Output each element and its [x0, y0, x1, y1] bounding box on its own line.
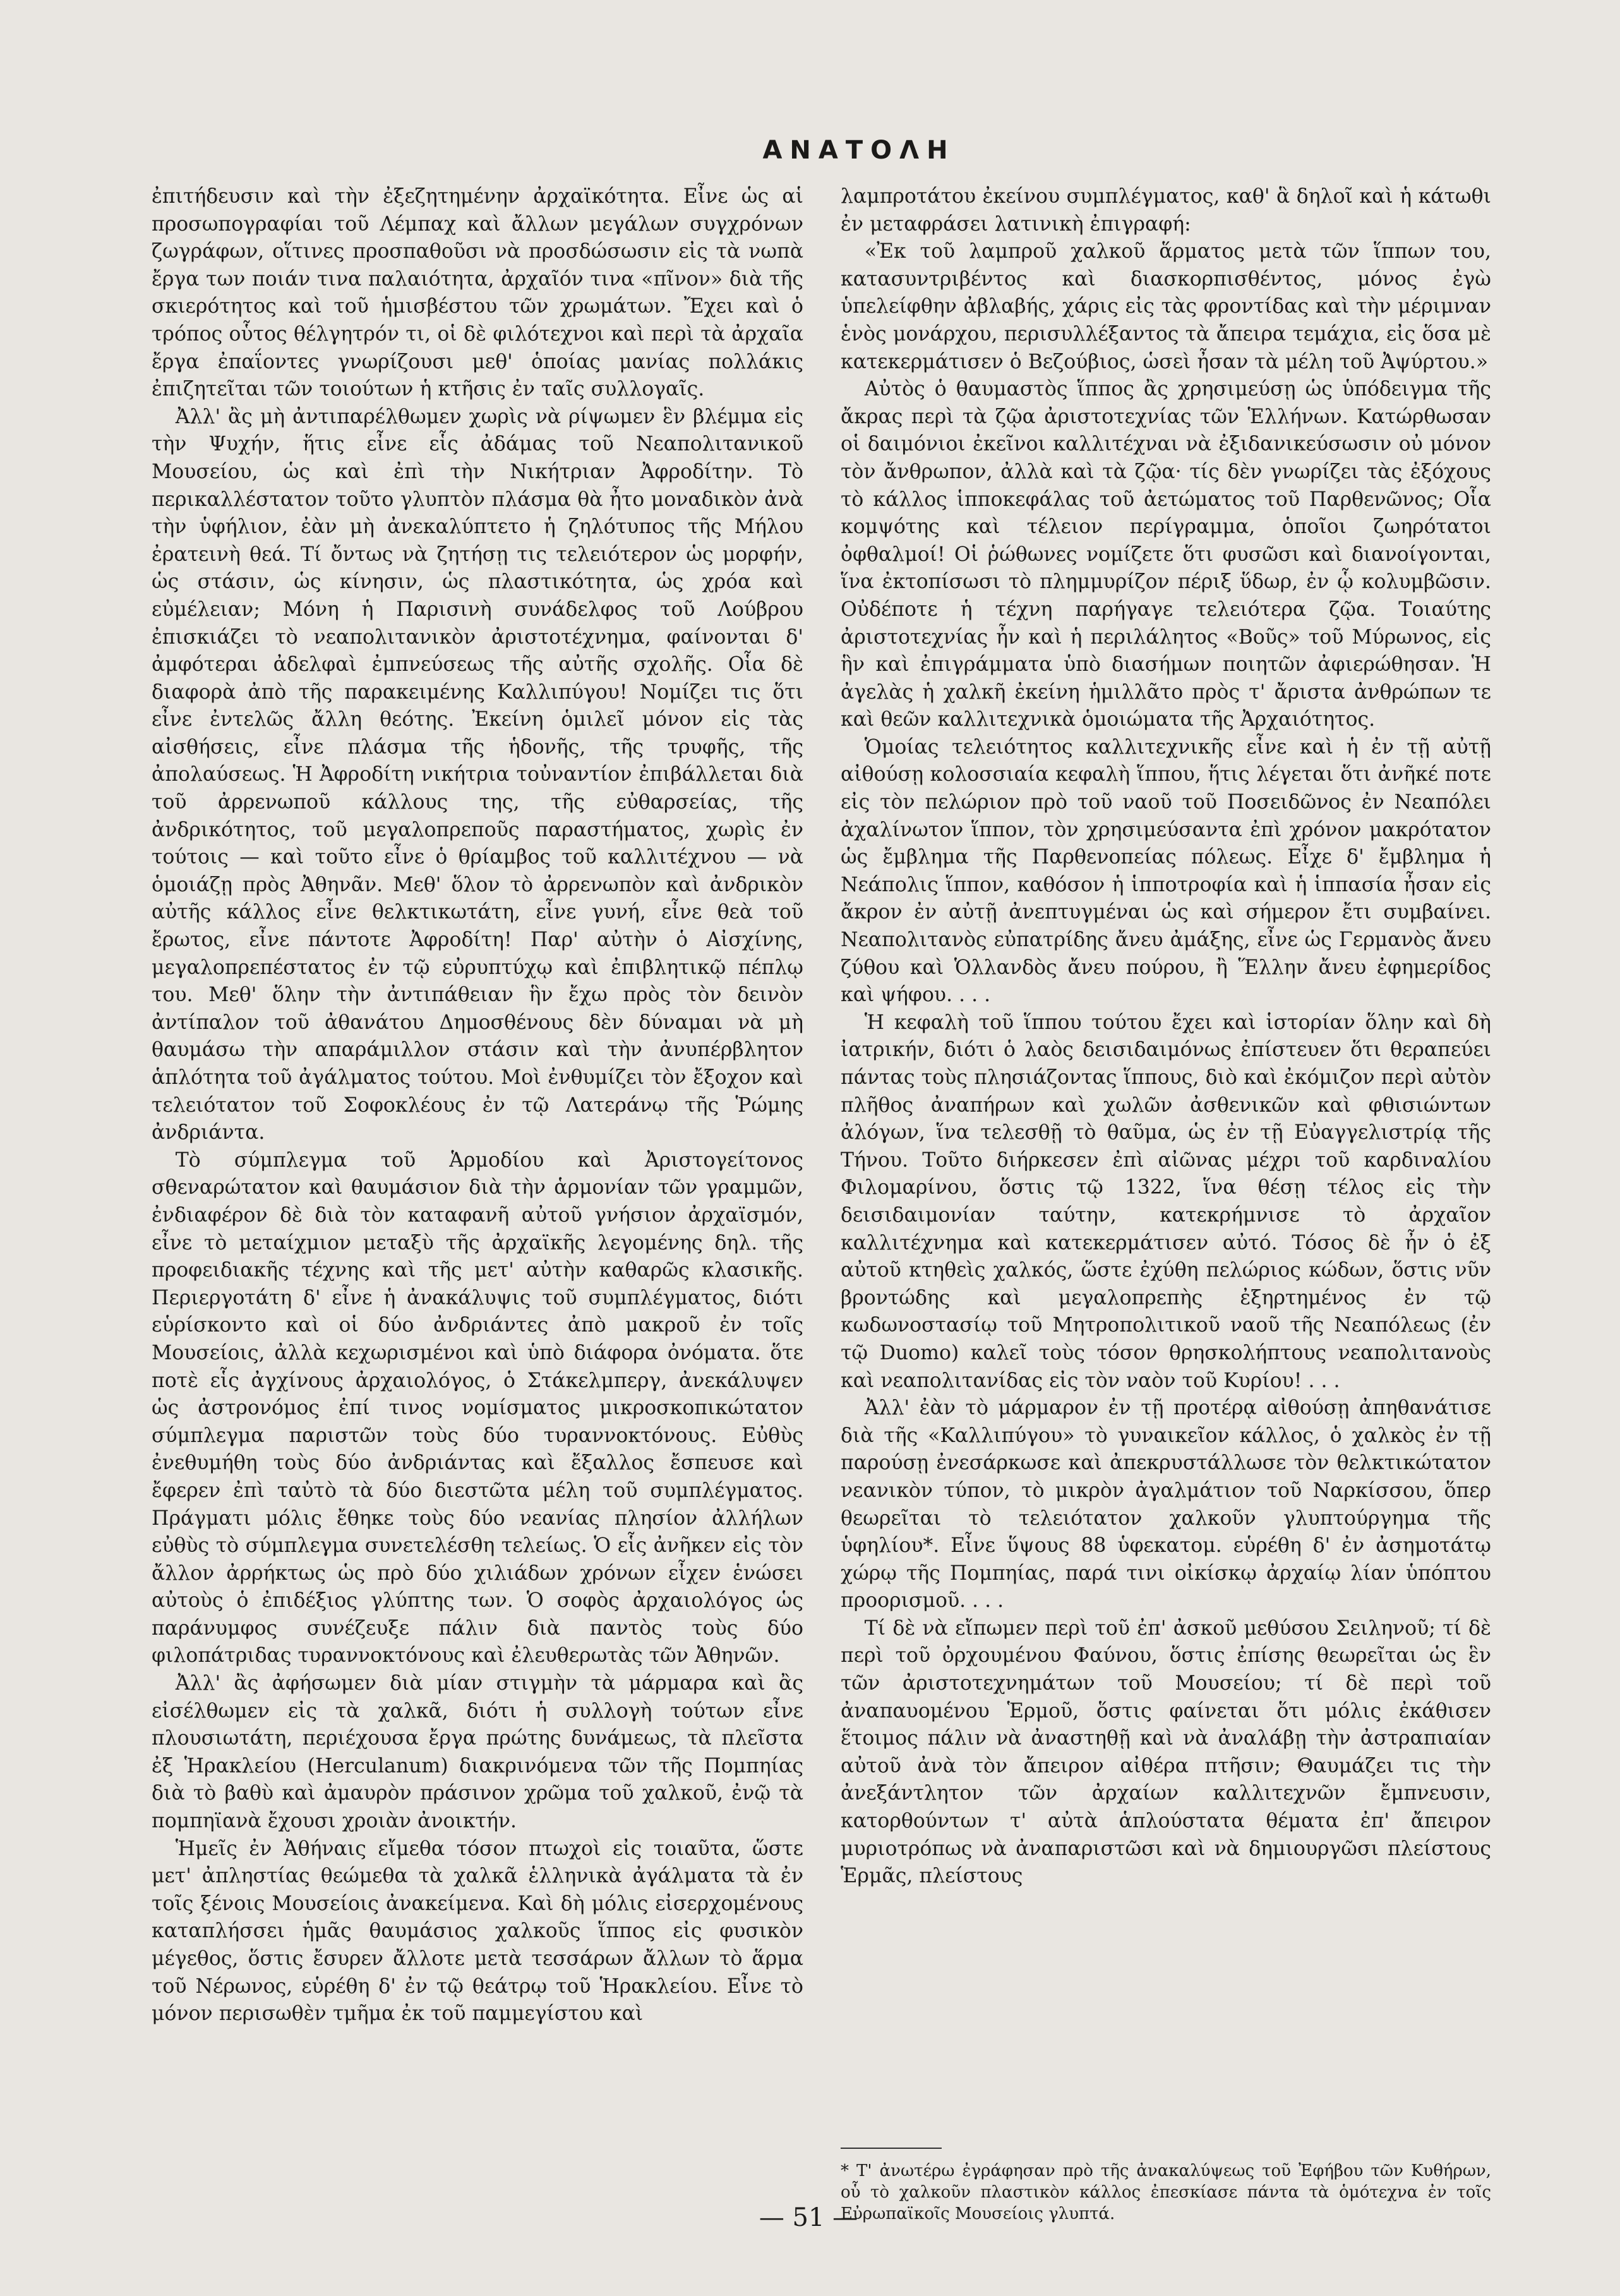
paragraph: Ἀλλ' ἂς μὴ ἀντιπαρέλθωμεν χωρὶς νὰ ρίψωμεν ἓν βλέμμα εἰς τὴν Ψυχήν, ἥτις εἶνε εἷς ἀδάμας τοῦ Νεαπολιτανικοῦ Μουσείου, ὡς καὶ ἐπὶ τὴν Νικήτριαν Ἀφροδίτην. Τὸ περικαλλέστατον τοῦτο γλυπτὸν πλάσμα θὰ ἦτο μοναδικὸν ἀνὰ τὴν ὑφήλιον, ἐὰν μὴ ἀνεκαλύπτετο ἡ ζηλότυπος τῆς Μήλου ἐρατεινὴ θεά. Τί ὄντως νὰ ζητήσῃ τις τελειότερον ὡς μορφήν, ὡς στάσιν, ὡς κίνησιν, ὡς πλαστικότητα, ὡς χρόα καὶ εὐμέλειαν; Μόνη ἡ Παρισινὴ συνάδελφος τοῦ Λούβρου ἐπισκιάζει τὸ νεαπολιτανικὸν ἀριστοτέχνημα, φαίνονται δ' ἀμφότεραι ἀδελφαὶ ἐμπνεύσεως τῆς αὐτῆς σχολῆς. Οἷα δὲ διαφορὰ ἀπὸ τῆς παρακειμένης Καλλιπύγου! Νομίζει τις ὅτι εἶνε ἐντελῶς ἄλλη θεότης. Ἐκείνη ὁμιλεῖ μόνον εἰς τὰς αἰσθήσεις, εἶνε πλάσμα τῆς ἡδονῆς, τῆς τρυφῆς, τῆς ἀπολαύσεως. Ἡ Ἀφροδίτη νικήτρια τοὐναντίον ἐπιβάλλεται διὰ τοῦ ἀρρενωποῦ κάλλους της, τῆς εὐθαρσείας, τῆς ἀνδρικότητος, τοῦ μεγαλοπρεποῦς παραστήματος, χωρὶς ἐν τούτοις — καὶ τοῦτο εἶνε ὁ θρίαμβος τοῦ καλλιτέχνου — νὰ ὁμοιάζῃ πρὸς Ἀθηνᾶν. Μεθ' ὅλον τὸ ἀρρενωπὸν καὶ ἀνδρικὸν αὐτῆς κάλλος εἶνε θελκτικωτάτη, εἶνε γυνή, εἶνε θεὰ τοῦ ἔρωτος, εἶνε πάντοτε Ἀφροδίτη! Παρ' αὐτὴν ὁ Αἰσχίνης, μεγαλοπρεπέστατος ἐν τῷ εὐρυπτύχῳ καὶ ἐπιβλητικῷ πέπλῳ του. Μεθ' ὅλην τὴν ἀντιπάθειαν ἣν ἔχω πρὸς τὸν δεινὸν ἀντίπαλον τοῦ ἀθανάτου Δημοσθένους δὲν δύναμαι νὰ μὴ θαυμάσω τὴν απαράμιλλον στάσιν καὶ τὴν ἀνυπέρβλητον ἁπλότητα τοῦ ἀγάλματος τούτου. Μοὶ ἐνθυμίζει τὸν ἔξοχον καὶ τελειότατον τοῦ Σοφοκλέους ἐν τῷ Λατεράνῳ τῆς Ῥώμης ἀνδριάντα.: [152, 405, 803, 1145]
paragraph: Ὁμοίας τελειότητος καλλιτεχνικῆς εἶνε καὶ ἡ ἐν τῇ αὐτῇ αἰθούσῃ κολοσσιαία κεφαλὴ ἵππου, ἥτις λέγεται ὅτι ἀνῆκέ ποτε εἰς τὸν πελώριον πρὸ τοῦ ναοῦ τοῦ Ποσειδῶνος ἐν Νεαπόλει ἀχαλίνωτον ἵππον, τὸν χρησιμεύσαντα ἐπὶ χρόνον μακρότατον ὡς ἔμβλημα τῆς Παρθενοπείας πόλεως. Εἶχε δ' ἔμβλημα ἡ Νεάπολις ἵππον, καθόσον ἡ ἱπποτροφία καὶ ἡ ἱππασία ἦσαν εἰς ἄκρον ἐν αὐτῇ ἀνεπτυγμέναι ὡς καὶ σήμερον ἔτι συμβαίνει. Νεαπολιτανὸς εὐπατρίδης ἄνευ ἀμάξης, εἶνε ὡς Γερμανὸς ἄνευ ζύθου καὶ Ὁλλανδὸς ἄνευ πούρου, ἢ Ἕλλην ἄνευ ἐφημερίδος καὶ ψήφου. . . .: [841, 735, 1491, 1007]
quoted-inscription: «Ἐκ τοῦ λαμπροῦ χαλκοῦ ἅρματος μετὰ τῶν ἵππων του, κατασυντριβέντος καὶ διασκορπισθέντος, μόνος ἐγὼ ὑπελείφθην ἀβλαβής, χάρις εἰς τὰς φροντίδας καὶ τὴν μέριμναν ἑνὸς μονάρχου, περισυλλέξαντος τὰ ἄπειρα τεμάχια, εἰς ὅσα μὲ κατεκερμάτισεν ὁ Βεζούβιος, ὡσεὶ ἦσαν τὰ μέλη τοῦ Ἀψύρτου.»: [841, 240, 1491, 373]
paragraph: Ἡ κεφαλὴ τοῦ ἵππου τούτου ἔχει καὶ ἱστορίαν ὅλην καὶ δὴ ἰατρικήν, διότι ὁ λαὸς δεισιδαιμόνως ἐπίστευεν ὅτι θεραπεύει πάντας τοὺς πλησιάζοντας ἵππους, διὸ καὶ ἐκόμιζον περὶ αὐτὸν πλῆθος ἀναπήρων καὶ χωλῶν ἀσθενικῶν καὶ φθισιώντων ἀλόγων, ἵνα τελεσθῇ τὸ θαῦμα, ὡς ἐν τῇ Εὐαγγελιστρίᾳ τῆς Τήνου. Τοῦτο διήρκεσεν ἐπὶ αἰῶνας μέχρι τοῦ καρδιναλίου Φιλομαρίνου, ὅστις τῷ 1322, ἵνα θέσῃ τέλος εἰς τὴν δεισιδαιμονίαν ταύτην, κατεκρήμνισε τὸ ἀρχαῖον καλλιτέχνημα καὶ κατεκερμάτισεν αὐτό. Τόσος δὲ ἦν ὁ ἐξ αὐτοῦ κτηθεὶς χαλκός, ὥστε ἐχύθη πελώριος κώδων, ὅστις νῦν βροντώδης καὶ μεγαλοπρεπὴς ἐξηρτημένος ἐν τῷ κωδωνοστασίῳ τοῦ Μητροπολιτικοῦ ναοῦ τῆς Νεαπόλεως (ἐν τῷ Duomo) καλεῖ τοὺς τόσον θρησκολήπτους νεαπολιτανοὺς καὶ νεαπολιτανίδας εἰς τὸν ναὸν τοῦ Κυρίου! . . .: [841, 1011, 1491, 1392]
paragraph: Ἀλλ' ἂς ἀφήσωμεν διὰ μίαν στιγμὴν τὰ μάρμαρα καὶ ἂς εἰσέλθωμεν εἰς τὰ χαλκᾶ, διότι ἡ συλλογὴ τούτων εἶνε πλουσιωτάτη, περιέχουσα ἔργα πρώτης δυνάμεως, τὰ πλεῖστα ἐξ Ἡρακλείου (Herculanum) διακρινόμενα τῶν τῆς Πομπηίας διὰ τὸ βαθὺ καὶ ἀμαυρὸν πράσινον χρῶμα τοῦ χαλκοῦ, ἐνῷ τὰ πομπηϊανὰ ἔχουσι χροιὰν ἀνοικτήν.: [152, 1672, 803, 1833]
running-head: ΑΝΑΤΟΛΗ: [762, 136, 956, 165]
paragraph: λαμπροτάτου ἐκείνου συμπλέγματος, καθ' ἃ δηλοῖ καὶ ἡ κάτωθι ἐν μεταφράσει λατινικὴ ἐπιγραφή:: [841, 185, 1491, 236]
right-column: [841, 183, 1491, 1890]
paragraph: Ἡμεῖς ἐν Ἀθήναις εἴμεθα τόσον πτωχοὶ εἰς τοιαῦτα, ὥστε μετ' ἀπληστίας θεώμεθα τὰ χαλκᾶ ἑλληνικὰ ἀγάλματα τὰ ἐν τοῖς ξένοις Μουσείοις ἀνακείμενα. Καὶ δὴ μόλις εἰσερχομένους καταπλήσσει ἡμᾶς θαυμάσιος χαλκοῦς ἵππος εἰς φυσικὸν μέγεθος, ὅστις ἔσυρεν ἄλλοτε μετὰ τεσσάρων ἄλλων τὸ ἅρμα τοῦ Νέρωνος, εὑρέθη δ' ἐν τῷ θεάτρῳ τοῦ Ἡρακλείου. Εἶνε τὸ μόνον περισωθὲν τμῆμα ἐκ τοῦ παμμεγίστου καὶ: [152, 1837, 803, 2026]
paragraph: Τὸ σύμπλεγμα τοῦ Ἁρμοδίου καὶ Ἀριστογείτονος σθεναρώτατον καὶ θαυμάσιον διὰ τὴν ἁρμονίαν τῶν γραμμῶν, ἐνδιαφέρον δὲ διὰ τὸν καταφανῆ αὐτοῦ γνήσιον ἀρχαϊσμόν, εἶνε τὸ μεταίχμιον μεταξὺ τῆς ἀρχαϊκῆς λεγομένης δηλ. τῆς προφειδιακῆς τέχνης καὶ τῆς μετ' αὐτὴν καθαρῶς κλασικῆς. Περιεργοτάτη δ' εἶνε ἡ ἀνακάλυψις τοῦ συμπλέγματος, διότι εὑρίσκοντο καὶ οἱ δύο ἀνδριάντες ἀπὸ μακροῦ ἐν τοῖς Μουσείοις, ἀλλὰ κεχωρισμένοι καὶ ὑπὸ διάφορα ὀνόματα. ὅτε ποτὲ εἷς ἀγχίνους ἀρχαιολόγος, ὁ Στάκελμπεργ, ἀνεκάλυψεν ὡς ἀστρονόμος ἐπί τινος νομίσματος μικροσκοπικώτατον σύμπλεγμα παριστῶν τοὺς δύο τυραννοκτόνους. Εὐθὺς ἐνεθυμήθη τοὺς δύο ἀνδριάντας καὶ ἔξαλλος ἔσπευσε καὶ ἔφερεν ἐπὶ ταὐτὸ τὰ δύο διεστῶτα μέλη τοῦ συμπλέγματος. Πράγματι μόλις ἔθηκε τοὺς δύο νεανίας πλησίον ἀλλήλων εὐθὺς τὸ σύμπλεγμα συνετελέσθη τελείως. Ὁ εἷς ἀνῆκεν εἰς τὸν ἄλλον ἀρρήκτως ὡς πρὸ δύο χιλιάδων χρόνων εἶχεν ἑνώσει αὐτοὺς ὁ ἐπιδέξιος γλύπτης των. Ὁ σοφὸς ἀρχαιολόγος ὡς παράνυμφος συνέζευξε πάλιν διὰ παντὸς τοὺς δύο φιλοπάτριδας τυραννοκτόνους καὶ ἐλευθερωτὰς τῶν Ἀθηνῶν.: [152, 1148, 803, 1668]
page-number: — 51 —: [759, 2203, 858, 2232]
left-column: [152, 183, 803, 2028]
footnote-rule: [841, 2148, 942, 2149]
paragraph: Αὐτὸς ὁ θαυμαστὸς ἵππος ἂς χρησιμεύσῃ ὡς ὑπόδειγμα τῆς ἄκρας περὶ τὰ ζῷα ἀριστοτεχνίας τῶν Ἑλλήνων. Κατώρθωσαν οἱ δαιμόνιοι ἐκεῖνοι καλλιτέχναι νὰ ἐξιδανικεύσωσιν οὐ μόνον τὸν ἄνθρωπον, ἀλλὰ καὶ τὰ ζῷα· τίς δὲν γνωρίζει τὰς ἐξόχους τὸ κάλλος ἱπποκεφάλας τοῦ ἀετώματος τοῦ Παρθενῶνος; Οἷα κομψότης καὶ τέλειον περίγραμμα, ὁποῖοι ζωηρότατοι ὀφθαλμοί! Οἱ ῥώθωνες νομίζετε ὅτι φυσῶσι καὶ διανοίγονται, ἵνα ἐκτοπίσωσι τὸ πλημμυρίζον πέριξ ὕδωρ, ἐν ᾧ κολυμβῶσιν. Οὐδέποτε ἡ τέχνη παρήγαγε τελειότερα ζῷα. Τοιαύτης ἀριστοτεχνίας ἦν καὶ ἡ περιλάλητος «Βοῦς» τοῦ Μύρωνος, εἰς ἣν καὶ ἐπιγράμματα ὑπὸ διασήμων ποιητῶν ἀφιερώθησαν. Ἡ ἀγελὰς ἡ χαλκῆ ἐκείνη ἡμιλλᾶτο πρὸς τ' ἄριστα ἀνθρώπων τε καὶ θεῶν καλλιτεχνικὰ ὁμοιώματα τῆς Ἀρχαιότητος.: [841, 378, 1491, 731]
paragraph: Τί δὲ νὰ εἴπωμεν περὶ τοῦ ἐπ' ἀσκοῦ μεθύσου Σειληνοῦ; τί δὲ περὶ τοῦ ὀρχουμένου Φαύνου, ὅστις ἐπίσης θεωρεῖται ὡς ἓν τῶν ἀριστοτεχνημάτων τοῦ Μουσείου; τί δὲ περὶ τοῦ ἀναπαυομένου Ἑρμοῦ, ὅστις φαίνεται ὅτι μόλις ἐκάθισεν ἕτοιμος πάλιν νὰ ἀναστηθῇ καὶ νὰ ἀναλάβῃ τὴν ἀστραπιαίαν αὐτοῦ ἀνὰ τὸν ἄπειρον αἰθέρα πτῆσιν; Θαυμάζει τις τὴν ἀνεξάντλητον τῶν ἀρχαίων καλλιτεχνῶν ἔμπνευσιν, κατορθούντων τ' αὐτὰ ἁπλούστατα θέματα ἐπ' ἄπειρον μυριοτρόπως νὰ ἀναπαριστῶσι καὶ νὰ δημιουργῶσι πλείστους Ἑρμᾶς, πλείστους: [841, 1616, 1491, 1888]
footnote: * Τ' ἀνωτέρω ἐγράφησαν πρὸ τῆς ἀνακαλύψεως τοῦ Ἐφήβου τῶν Κυθήρων, οὗ τὸ χαλκοῦν πλαστικὸν κάλλος ἐπεσκίασε πάντα τὰ ὁμότεχνα ἐν τοῖς Εὐρωπαϊκοῖς Μουσείοις γλυπτά.: [841, 2161, 1491, 2223]
paragraph: ἐπιτήδευσιν καὶ τὴν ἐξεζητημένην ἀρχαϊκότητα. Εἶνε ὡς αἱ προσωπογραφίαι τοῦ Λέμπαχ καὶ ἄλλων μεγάλων συγχρόνων ζωγράφων, οἵτινες προσπαθοῦσι νὰ προσδώσωσιν εἰς τὰ νωπὰ ἔργα των ποιάν τινα παλαιότητα, ἀρχαῖόν τινα «πῖνον» διὰ τῆς σκιερότητος καὶ τοῦ ἡμισβέστου τῶν χρωμάτων. Ἔχει καὶ ὁ τρόπος οὗτος θέλγητρόν τι, οἱ δὲ φιλότεχνοι καὶ περὶ τὰ ἀρχαῖα ἔργα ἐπαΐοντες γνωρίζουσι μεθ' ὁποίας μανίας πολλάκις ἐπιζητεῖται τῶν τοιούτων ἡ κτῆσις ἐν ταῖς συλλογαῖς.: [152, 185, 803, 401]
paragraph: Ἀλλ' ἐὰν τὸ μάρμαρον ἐν τῇ προτέρᾳ αἰθούσῃ ἀπηθανάτισε διὰ τῆς «Καλλιπύγου» τὸ γυναικεῖον κάλλος, ὁ χαλκὸς ἐν τῇ παρούσῃ ἐνεσάρκωσε καὶ ἀπεκρυστάλλωσε τὸν θελκτικώτατον νεανικὸν τύπον, τὸ μικρὸν ἀγαλμάτιον τοῦ Ναρκίσσου, ὅπερ θεωρεῖται τὸ τελειότατον χαλκοῦν γλυπτούργημα τῆς ὑφηλίου*. Εἶνε ὕψους 88 ὑφεκατομ. εὑρέθη δ' ἐν ἀσημοτάτῳ χώρῳ τῆς Πομπηίας, παρά τινι οἰκίσκῳ ἀρχαίῳ λίαν ὑπόπτου προορισμοῦ. . . .: [841, 1397, 1491, 1613]
